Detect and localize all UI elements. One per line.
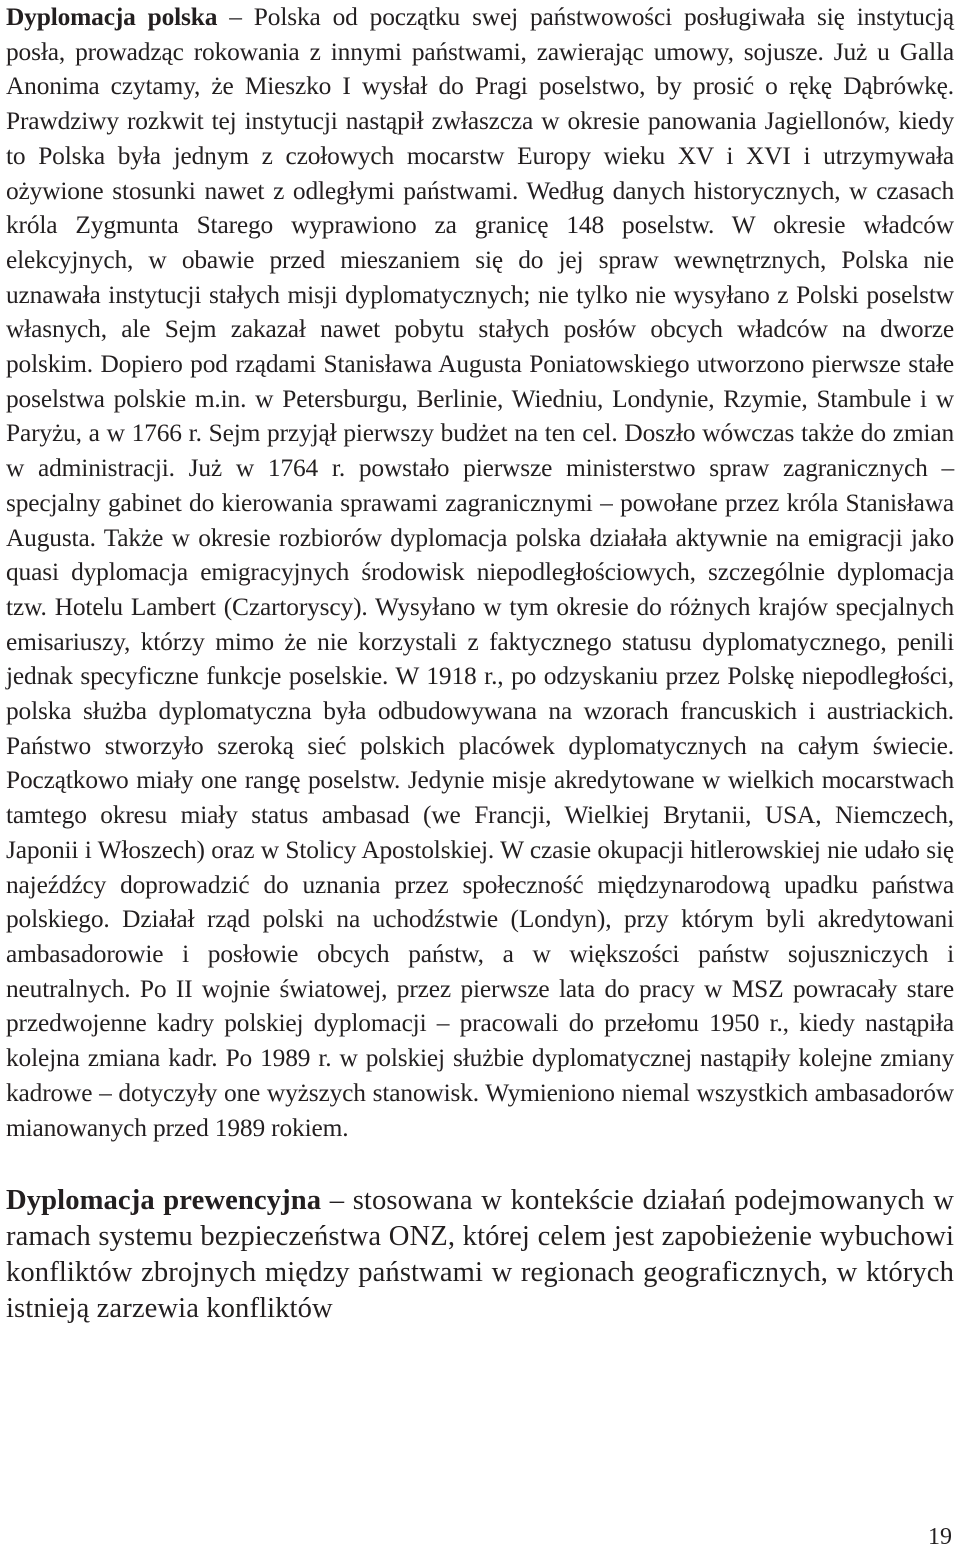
entry-term: Dyplomacja polska	[6, 3, 218, 31]
glossary-entry-dyplomacja-polska	[6, 0, 954, 1145]
glossary-entry-dyplomacja-prewencyjna	[6, 1183, 954, 1327]
page-number: 19	[928, 1524, 952, 1550]
document-page	[6, 0, 954, 1328]
entry-term: Dyplomacja prewencyjna	[6, 1185, 322, 1217]
entry-definition: – Polska od początku swej państwowości posługiwała się instytucją posła, prowadząc rokowania z innymi państwami, zawierając umowy, sojusze. Już u Galla Anonima czytamy, że Mieszko I wysłał do Pragi poselstwo, by prosić o rękę Dąbrówkę. Prawdziwy rozkwit tej instytucji nastąpił zwłaszcza w okresie panowania Jagiellonów, kiedy to Polska była jednym z czołowych mocarstw Europy wieku XV i XVI i utrzymywała ożywione stosunki nawet z odległymi państwami. Według danych historycznych, w czasach króla Zygmunta Starego wyprawiono za granicę 148 poselstw. W okresie władców elekcyjnych, w obawie przed mieszaniem się do jej spraw wewnętrznych, Polska nie uznawała instytucji stałych misji dyplomatycznych; nie tylko nie wysyłano z Polski poselstw własnych, ale Sejm zakazał nawet pobytu stałych posłów obcych władców na dworze polskim. Dopiero pod rządami Stanisława Augusta Poniatowskiego utworzono pierwsze stałe poselstwa polskie m.in. w Petersburgu, Berlinie, Wiedniu, Londynie, Rzymie, Stambule i w Paryżu, a w 1766 r. Sejm przyjął pierwszy budżet na ten cel. Doszło wówczas także do zmian w administracji. Już w 1764 r. powstało pierwsze ministerstwo spraw zagranicznych – specjalny gabinet do kierowania sprawami zagranicznymi – powołane przez króla Stanisława Augusta. Także w okresie rozbiorów dyplomacja polska działała aktywnie na emigracji jako quasi dyplomacja emigracyjnych środowisk niepodległościowych, szczególnie dyplomacja tzw. Hotelu Lambert (Czartoryscy). Wysyłano w tym okresie do różnych krajów specjalnych emisariuszy, którzy mimo że nie korzystali z faktycznego statusu dyplomatycznego, penili jednak specyficzne funkcje poselskie. W 1918 r., po odzyskaniu przez Polskę niepodległości, polska służba dyplomatyczna była odbudowywana na wzorach francuskich i austriackich. Państwo stworzyło szeroką sieć polskich placówek dyplomatycznych na całym świecie. Początkowo miały one rangę poselstw. Jedynie misje akredytowane w wielkich mocarstwach tamtego okresu miały status ambasad (we Francji, Wielkiej Brytanii, USA, Niemczech, Japonii i Włoszech) oraz w Stolicy Apostolskiej. W czasie okupacji hitlerowskiej nie udało się najeźdźcy doprowadzić do uznania przez społeczność międzynarodową upadku państwa polskiego. Działał rząd polski na uchodźstwie (Londyn), przy którym byli akredytowani ambasadorowie i posłowie obcych państw, a w większości państw sojuszniczych i neutralnych. Po II wojnie światowej, przez pierwsze lata do pracy w MSZ powracały stare przedwojenne kadry polskiej dyplomacji – pracowali do przełomu 1950 r., kiedy nastąpiła kolejna zmiana kadr. Po 1989 r. w polskiej służbie dyplomatycznej nastąpiły kolejne zmiany kadrowe – dotyczyły one wyższych stanowisk. Wymieniono niemal wszystkich ambasadorów mianowanych przed 1989 rokiem.	[6, 3, 954, 1142]
entry-definition: – stosowana w kontekście działań podejmowanych w ramach systemu bezpieczeństwa ONZ, której celem jest zapobieżenie wybuchowi konfliktów zbrojnych między państwami w regionach geograficznych, w których istnieją zarzewia konfliktów	[6, 1185, 954, 1325]
